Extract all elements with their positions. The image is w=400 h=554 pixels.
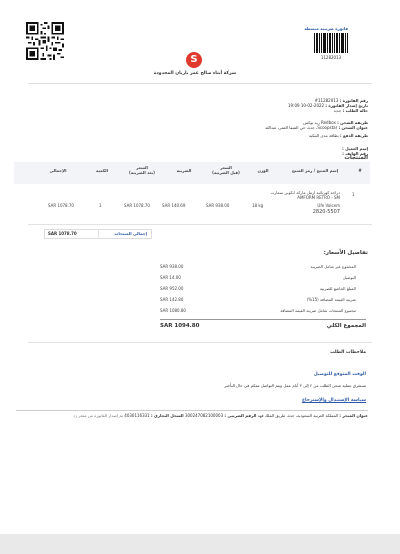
order-notes-title: ملاحظات الطلب xyxy=(330,350,366,355)
barcode xyxy=(314,33,348,53)
issue-date-row: تاريخ إصدار الفاتورة : 2022-02-10 19:09 xyxy=(288,103,368,108)
store-logo-icon: S xyxy=(186,52,202,68)
row-tax: SAR 140.69 xyxy=(162,203,186,208)
return-policy-link[interactable]: سياسة الإستبدال والإسترجاع xyxy=(301,398,366,403)
tax-number-value: 300247082100003 xyxy=(184,413,224,418)
col-total: الإجمالي xyxy=(49,168,67,173)
invoice-info xyxy=(110,98,368,113)
row-name xyxy=(270,190,340,215)
delivery-time-text: تستغرق عملية شحن الطلب من ٢ إلى ٣ أيام عمل ويتم التواصل معكم في حال التأخير xyxy=(224,383,366,388)
tax-number-label: الرقم الضريبي : xyxy=(224,413,257,418)
col-weight: الوزن xyxy=(257,168,269,173)
payment-info xyxy=(110,133,368,138)
barcode-number: 11282013 xyxy=(320,55,342,60)
order-status-row: حالة الطلب : جديد xyxy=(333,108,368,113)
shipping-info xyxy=(110,120,368,130)
row-price-after: SAR 1078.70 xyxy=(124,203,150,208)
price-row-label: مجموع المنتجات شامل ضريبة القيمة المضافة xyxy=(280,308,356,313)
total-divider xyxy=(160,319,366,320)
price-row xyxy=(160,263,356,272)
cr-label: السجل التجاري : xyxy=(151,413,184,418)
price-row-value: SAR 142.80 xyxy=(160,297,184,302)
invoice-title: فاتورة ضريبية مبسطة xyxy=(304,26,348,31)
price-row-value: SAR 1080.80 xyxy=(160,308,186,313)
price-row-value: SAR 952.00 xyxy=(160,286,184,291)
subtotal-label: إجمالي المنتجات xyxy=(114,231,147,236)
invoice-number-row: رقم الفاتورة : 11282013# xyxy=(314,98,368,103)
col-price-before: السعر (قبل الضريبة) xyxy=(212,165,240,175)
col-index: # xyxy=(358,168,362,173)
price-details-title: تفاصيل الأسعار: xyxy=(323,250,368,256)
products-title: المنتجات xyxy=(344,155,368,161)
customer-phone-row: رقم الهاتف : xyxy=(342,151,368,156)
price-row-label: ضريبة القيمة المضافة (15%) xyxy=(306,297,356,302)
col-name: إسم المنتج / رمز المنتج xyxy=(291,168,339,173)
subtotal-value: SAR 1078.70 xyxy=(48,231,77,236)
price-row-value: SAR 938.00 xyxy=(160,264,184,269)
store-address-value: المملكة العربية السعودية، جدة، طريق الملك فهد xyxy=(257,413,339,418)
products-table-header xyxy=(14,162,370,184)
qr-code xyxy=(26,22,64,60)
col-qty: الكمية xyxy=(96,168,108,173)
product-name: دراجة كهربائية ارتيل ماركة ابكوبن سمارت xyxy=(270,190,340,195)
col-tax: الضريبة xyxy=(176,168,192,173)
row-total: SAR 1078.70 xyxy=(48,203,74,208)
divider xyxy=(28,83,372,84)
barcode-graphic xyxy=(314,33,348,53)
bottom-strip xyxy=(0,534,400,554)
company-name: شركة أبناء صالح عمر باربان المحدودة xyxy=(153,71,237,76)
shipping-address-row: عنوان الشحن : Scoopstar، جدة، حي الشفا العمر، عبدالله xyxy=(265,125,368,130)
price-row xyxy=(160,307,356,316)
payment-method-row: طريقة الدفع : بطاقة مدى البنكية xyxy=(308,133,368,138)
col-price-after: السعر (بعد الضريبة) xyxy=(129,165,155,175)
row-qty: 1 xyxy=(99,203,102,208)
product-model: AMFORM RETRO - SM xyxy=(297,195,340,200)
row-index: 1 xyxy=(352,192,355,197)
grand-total-value: SAR 1094.80 xyxy=(160,323,200,329)
row-weight: 18 kg xyxy=(252,203,264,208)
divider xyxy=(28,342,372,343)
price-row xyxy=(160,285,356,294)
footer xyxy=(16,413,368,418)
row-price-before: SAR 938.00 xyxy=(206,203,230,208)
cr-value: 4030116331 xyxy=(124,413,150,418)
shipping-method-row: طريقة الشحن : Redbox ريد بوكس xyxy=(303,120,368,125)
grand-total-label: المجموع الكلي xyxy=(326,323,366,329)
price-row xyxy=(160,274,356,283)
delivery-time-title: الوقت المتوقع للتوصيل xyxy=(313,372,366,377)
divider xyxy=(28,224,372,225)
footer-divider xyxy=(16,410,368,411)
price-row-label: المبلغ الخاضع للضريبة xyxy=(319,286,356,291)
verify-text: تم إصدار الفاتورة من متجر زد xyxy=(73,413,123,418)
product-variant: Ufe Volcem xyxy=(317,203,340,208)
price-row-label: التوصيل xyxy=(342,275,356,280)
price-row xyxy=(160,296,356,305)
product-sku: 2820-5507 xyxy=(312,209,340,215)
price-row-value: SAR 14.00 xyxy=(160,275,181,280)
subtotal-separator xyxy=(98,229,99,238)
price-row-label: المجموع غير شامل الضريبة xyxy=(310,264,356,269)
store-address-label: عنوان المتجر : xyxy=(339,413,368,418)
customer-name-row: إسم العميل : xyxy=(342,146,368,151)
